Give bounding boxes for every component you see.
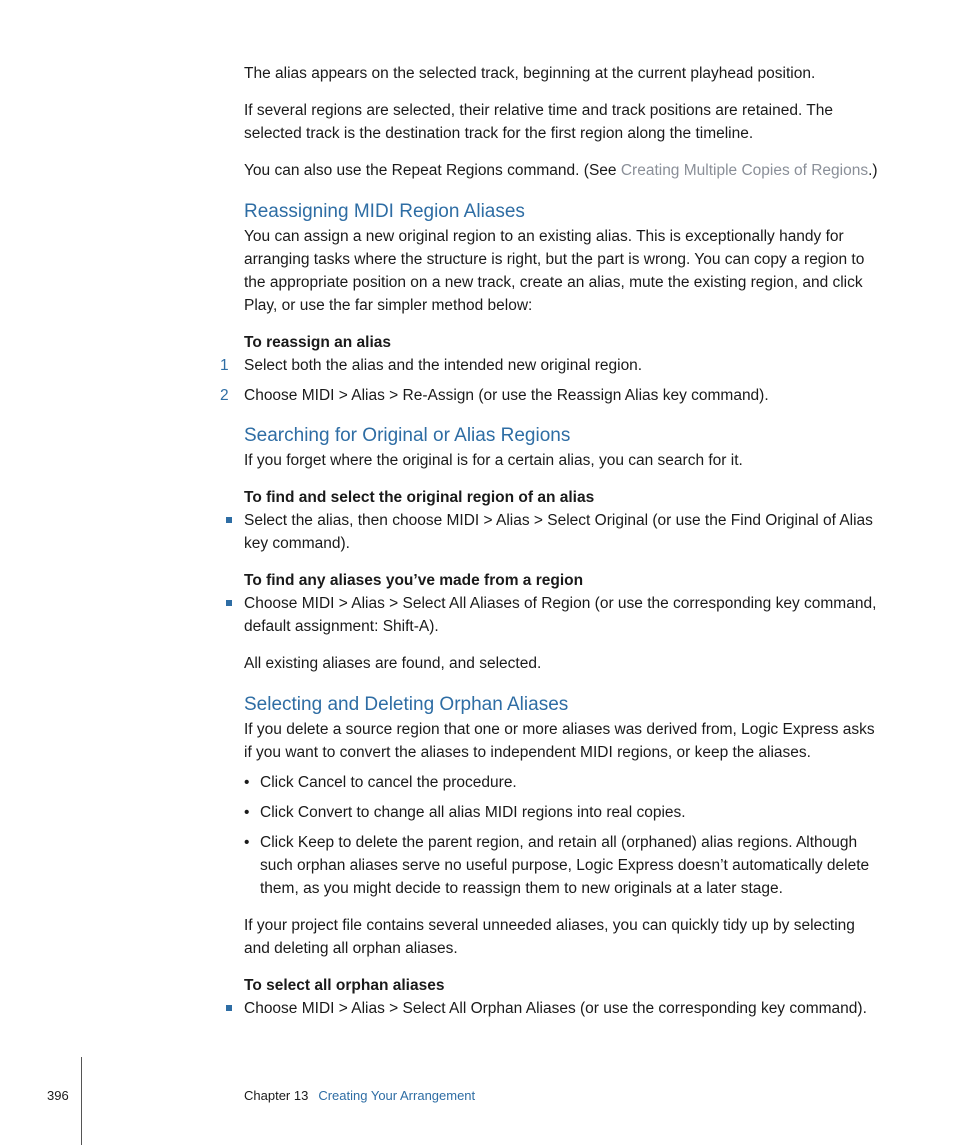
- task-select-orphans: To select all orphan aliases: [244, 977, 445, 994]
- square-bullet-icon: [226, 1005, 232, 1011]
- bullet-dot-icon: •: [244, 774, 250, 791]
- bullet-keep: Click Keep to delete the parent region, and retain all (orphaned) alias regions. Although such orphan aliases serve no useful purpose, Logic Express doesn’t automatically delete them, as you might decide to reassign them to new originals at a later stage.: [260, 834, 870, 897]
- step-text-1: Select both the alias and the intended new original region.: [244, 357, 643, 374]
- step-number-1: 1: [220, 357, 229, 374]
- task-select-orphans-item: Choose MIDI > Alias > Select All Orphan Aliases (or use the corresponding key command).: [244, 1000, 867, 1017]
- intro-paragraph-2: If several regions are selected, their relative time and track positions are retained. The selected track is the destination track for the first region along the timeline.: [244, 102, 834, 142]
- heading-orphan: Selecting and Deleting Orphan Aliases: [244, 694, 569, 715]
- task-find-original: To find and select the original region of an alias: [244, 489, 595, 506]
- heading-searching: Searching for Original or Alias Regions: [244, 425, 571, 446]
- footer-chapter: [244, 1088, 475, 1103]
- footer-divider: [81, 1057, 82, 1145]
- reassign-body: You can assign a new original region to an existing alias. This is exceptionally handy for arranging tasks where the structure is right, but the part is wrong. You can copy a region to the appropriate position on a new track, create an alias, mute the existing region, and click Play, or use the far simpler method below:: [244, 228, 865, 314]
- task-find-aliases-item: Choose MIDI > Alias > Select All Aliases of Region (or use the corresponding key command, default assignment: Shift-A).: [244, 595, 877, 635]
- bullet-convert: Click Convert to change all alias MIDI regions into real copies.: [260, 804, 686, 821]
- square-bullet-icon: [226, 600, 232, 606]
- cross-reference-link[interactable]: Creating Multiple Copies of Regions: [620, 162, 869, 179]
- search-result: All existing aliases are found, and selected.: [244, 655, 542, 672]
- bullet-dot-icon: •: [244, 834, 250, 851]
- search-body: If you forget where the original is for a certain alias, you can search for it.: [244, 452, 743, 469]
- intro-paragraph-3: [244, 159, 884, 182]
- task-find-aliases: To find any aliases you’ve made from a region: [244, 572, 584, 589]
- chapter-title: Creating Your Arrangement: [318, 1088, 476, 1103]
- intro-p3-post: .): [868, 162, 878, 179]
- bullet-cancel: Click Cancel to cancel the procedure.: [260, 774, 517, 791]
- step-text-2: Choose MIDI > Alias > Re-Assign (or use the Reassign Alias key command).: [244, 387, 769, 404]
- step-number-2: 2: [220, 387, 229, 404]
- orphan-body: If you delete a source region that one or more aliases was derived from, Logic Express asks if you want to convert the aliases to independent MIDI regions, or keep the aliases.: [244, 721, 875, 761]
- task-find-original-item: Select the alias, then choose MIDI > Alias > Select Original (or use the Find Original of Alias key command).: [244, 512, 873, 552]
- page-number: 396: [47, 1088, 69, 1103]
- heading-reassigning: Reassigning MIDI Region Aliases: [244, 201, 525, 222]
- bullet-dot-icon: •: [244, 804, 250, 821]
- square-bullet-icon: [226, 517, 232, 523]
- intro-p3-pre: You can also use the Repeat Regions command. (See: [244, 162, 621, 179]
- intro-paragraph-1: The alias appears on the selected track, beginning at the current playhead position.: [244, 65, 816, 82]
- orphan-tidy: If your project file contains several unneeded aliases, you can quickly tidy up by selecting and deleting all orphan aliases.: [244, 917, 855, 957]
- chapter-label: Chapter 13: [244, 1088, 309, 1103]
- task-reassign: To reassign an alias: [244, 334, 392, 351]
